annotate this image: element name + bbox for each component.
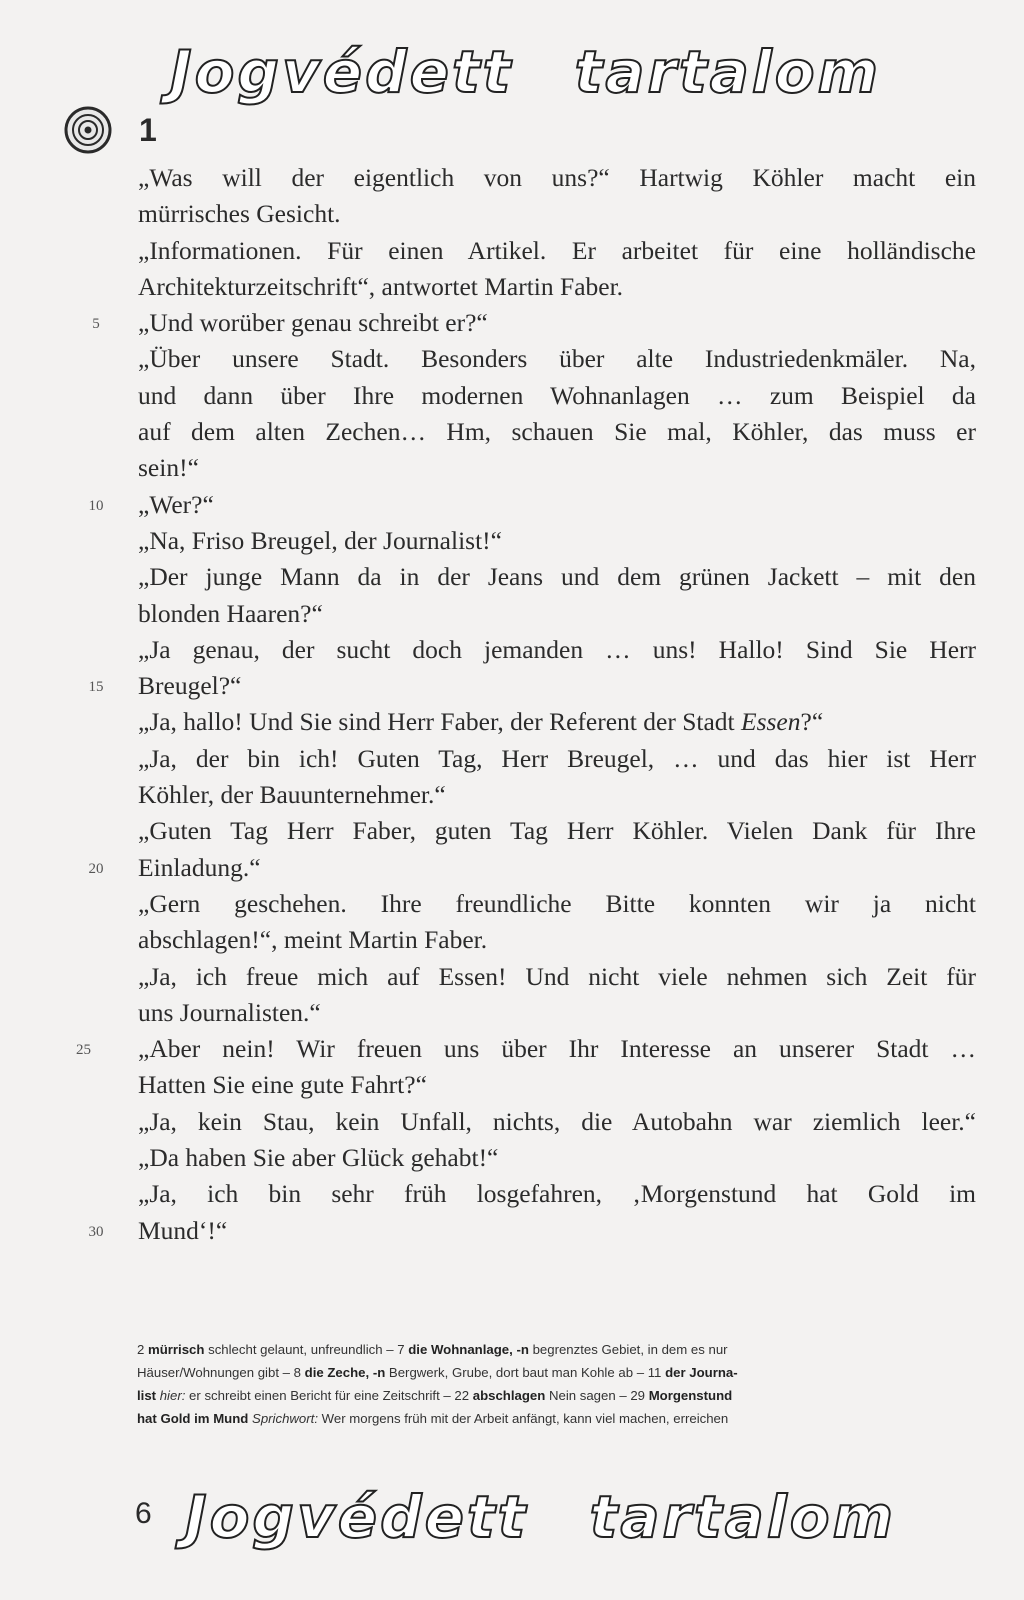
text-line-content: „Ja, der bin ich! Guten Tag, Herr Breugel, … und das hier ist Herr bbox=[138, 743, 976, 773]
text-line bbox=[138, 378, 976, 414]
line-number: 5 bbox=[92, 316, 100, 333]
text-line-content: „Ja, ich freue mich auf Essen! Und nicht viele nehmen sich Zeit für bbox=[138, 961, 976, 991]
page-number: 6 bbox=[135, 1497, 152, 1530]
text-line bbox=[76, 1031, 976, 1067]
glossary-term: die Wohnanlage, -n bbox=[408, 1342, 529, 1357]
text-line bbox=[138, 886, 976, 922]
glossary-term: der Journa- bbox=[665, 1365, 738, 1380]
glossary-line bbox=[137, 1384, 975, 1407]
text-line-content: und dann über Ihre modernen Wohnanlagen … zum Beispiel da bbox=[138, 380, 976, 410]
text-line-content: „Ja, kein Stau, kein Unfall, nichts, die Autobahn war ziemlich leer.“ bbox=[138, 1106, 976, 1136]
text-line bbox=[138, 233, 976, 269]
text-line bbox=[138, 922, 976, 958]
text-line bbox=[138, 160, 976, 196]
text-line bbox=[138, 269, 976, 305]
chapter-number: 1 bbox=[139, 112, 157, 148]
text-line-content: „Ja genau, der sucht doch jemanden … uns! Hallo! Sind Sie Herr bbox=[138, 634, 976, 664]
text-line-content: „Informationen. Für einen Artikel. Er arbeitet für eine holländische bbox=[138, 235, 976, 265]
text-line bbox=[138, 741, 976, 777]
line-number: 15 bbox=[88, 679, 104, 696]
text-line bbox=[92, 305, 976, 341]
cd-audio-icon bbox=[64, 106, 112, 154]
text-line-content: „Was will der eigentlich von uns?“ Hartwig Köhler macht ein bbox=[138, 163, 976, 192]
glossary-term: list bbox=[137, 1388, 157, 1403]
glossary-definition: 2 bbox=[137, 1342, 148, 1357]
text-line bbox=[138, 450, 976, 486]
text-line-content: „Wer?“ bbox=[138, 489, 214, 519]
text-line-content: mürrisches Gesicht. bbox=[138, 199, 341, 229]
text-line-content: „Ja, hallo! Und Sie sind Herr Faber, der Referent der Stadt Essen?“ bbox=[138, 707, 824, 737]
glossary-line bbox=[137, 1338, 975, 1361]
text-line-content: „Über unsere Stadt. Besonders über alte Industriedenkmäler. Na, bbox=[138, 344, 976, 374]
text-line-content: „Aber nein! Wir freuen uns über Ihr Interesse an unserer Stadt … bbox=[138, 1034, 976, 1064]
line-number: 10 bbox=[88, 497, 104, 514]
glossary-term: mürrisch bbox=[148, 1342, 205, 1357]
text-line bbox=[88, 668, 976, 704]
text-line-content: „Der junge Mann da in der Jeans und dem grünen Jackett – mit den bbox=[138, 562, 976, 592]
glossary-definition: schlecht gelaunt, unfreundlich – 7 bbox=[204, 1342, 409, 1357]
text-line bbox=[138, 523, 976, 559]
glossary-definition: er schreibt einen Bericht für eine Zeitschrift – 22 bbox=[185, 1388, 473, 1403]
glossary-line bbox=[137, 1361, 975, 1384]
glossary-term: hat Gold im Mund bbox=[137, 1411, 249, 1426]
text-line-content: „Guten Tag Herr Faber, guten Tag Herr Köhler. Vielen Dank für Ihre bbox=[138, 816, 976, 846]
text-line bbox=[138, 196, 976, 232]
text-line-content: „Gern geschehen. Ihre freundliche Bitte konnten wir ja nicht bbox=[138, 888, 976, 918]
text-line bbox=[138, 1176, 976, 1212]
line-number: 20 bbox=[88, 860, 104, 877]
reading-text bbox=[76, 160, 976, 1249]
text-line-content: Einladung.“ bbox=[138, 852, 261, 882]
line-number: 30 bbox=[88, 1223, 104, 1240]
glossary-definition: Häuser/Wohnungen gibt – 8 bbox=[137, 1365, 305, 1380]
text-line bbox=[138, 813, 976, 849]
text-line bbox=[138, 1067, 976, 1103]
text-line-content: Architekturzeitschrift“, antwortet Martin Faber. bbox=[138, 271, 624, 301]
text-line bbox=[138, 777, 976, 813]
text-line bbox=[138, 1140, 976, 1176]
text-line-content: „Und worüber genau schreibt er?“ bbox=[138, 308, 488, 338]
text-line bbox=[138, 959, 976, 995]
line-number: 25 bbox=[76, 1042, 91, 1059]
glossary-definition: Nein sagen – 29 bbox=[545, 1388, 649, 1403]
text-line bbox=[138, 596, 976, 632]
watermark-top: Jogvédett tartalom bbox=[170, 38, 882, 106]
glossary-definition: Bergwerk, Grube, dort baut man Kohle ab – 11 bbox=[385, 1365, 666, 1380]
glossary-footnotes bbox=[137, 1338, 975, 1430]
text-line bbox=[138, 632, 976, 668]
text-line-content: Köhler, der Bauunternehmer.“ bbox=[138, 780, 446, 810]
glossary-definition: Sprichwort: bbox=[248, 1411, 318, 1426]
text-line-content: abschlagen!“, meint Martin Faber. bbox=[138, 925, 488, 955]
text-line bbox=[138, 995, 976, 1031]
text-line bbox=[138, 559, 976, 595]
glossary-definition: begrenztes Gebiet, in dem es nur bbox=[528, 1342, 728, 1357]
glossary-definition: Wer morgens früh mit der Arbeit anfängt, kann viel machen, erreichen bbox=[317, 1411, 729, 1426]
text-line bbox=[138, 704, 976, 740]
text-line-content: „Da haben Sie aber Glück gehabt!“ bbox=[138, 1143, 499, 1173]
text-line bbox=[138, 1104, 976, 1140]
text-line-content: „Na, Friso Breugel, der Journalist!“ bbox=[138, 525, 502, 555]
text-line-content: „Ja, ich bin sehr früh losgefahren, ‚Morgenstund hat Gold im bbox=[138, 1179, 976, 1209]
text-line-content: Hatten Sie eine gute Fahrt?“ bbox=[138, 1070, 427, 1100]
glossary-line bbox=[137, 1407, 975, 1430]
text-line bbox=[138, 414, 976, 450]
watermark-bottom: Jogvédett tartalom bbox=[185, 1483, 897, 1551]
text-line bbox=[138, 341, 976, 377]
text-line-content: auf dem alten Zechen… Hm, schauen Sie mal, Köhler, das muss er bbox=[138, 417, 976, 447]
glossary-term: Morgenstund bbox=[648, 1388, 733, 1403]
glossary-definition: hier: bbox=[156, 1388, 186, 1403]
emphasis: Essen bbox=[741, 707, 801, 737]
text-line-content: uns Journalisten.“ bbox=[138, 997, 321, 1027]
glossary-term: die Zeche, -n bbox=[304, 1365, 386, 1380]
text-line-content: sein!“ bbox=[138, 453, 199, 483]
text-line bbox=[88, 487, 976, 523]
glossary-term: abschlagen bbox=[472, 1388, 546, 1403]
text-line-content: Breugel?“ bbox=[138, 671, 242, 701]
text-line-content: blonden Haaren?“ bbox=[138, 598, 323, 628]
text-line-content: Mund‘!“ bbox=[138, 1215, 228, 1245]
text-line bbox=[88, 1213, 976, 1249]
text-line bbox=[88, 850, 976, 886]
